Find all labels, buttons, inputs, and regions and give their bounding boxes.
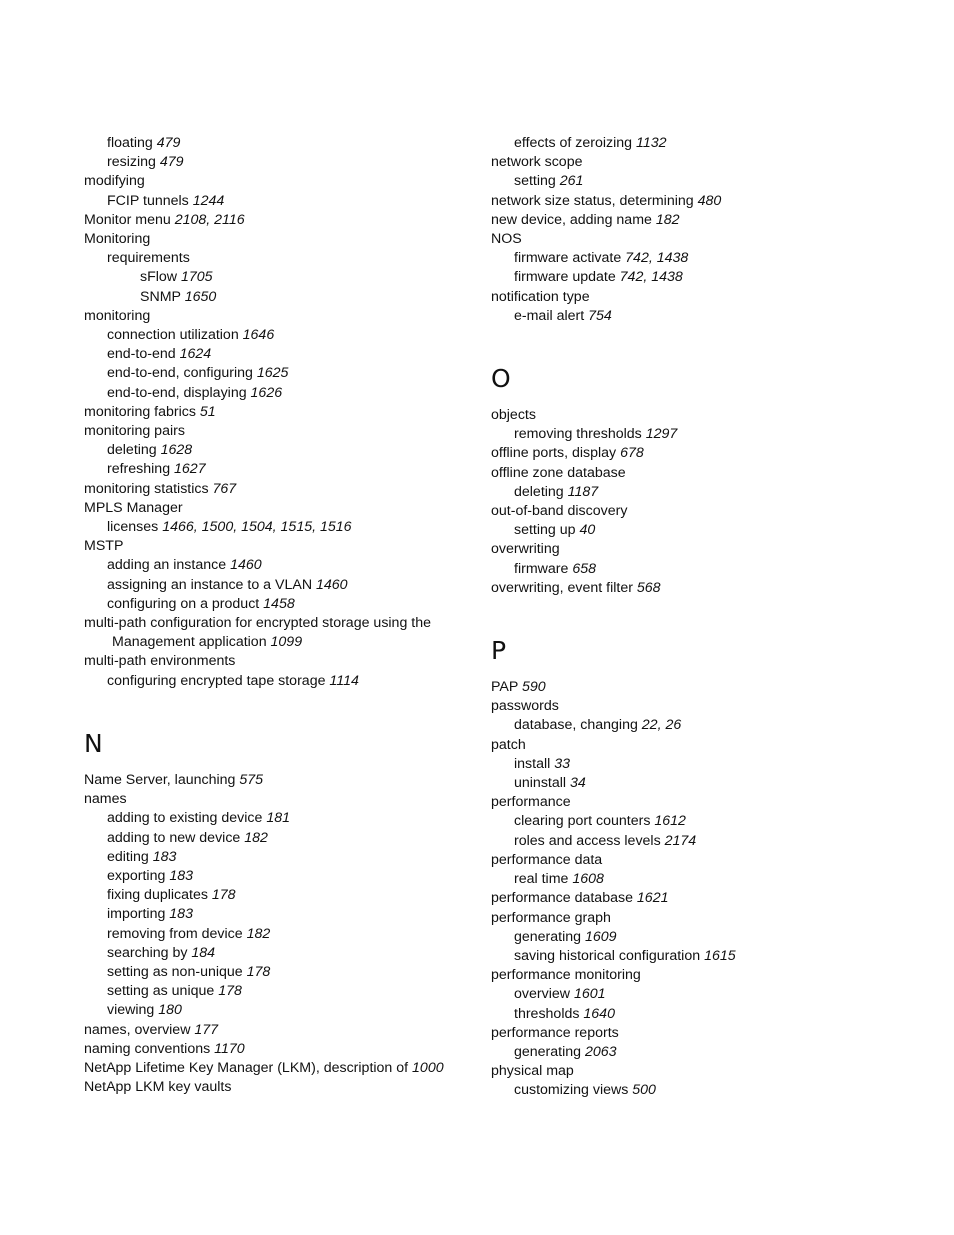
page-reference[interactable]: 2108, 2116 — [174, 211, 245, 228]
index-entry — [491, 502, 911, 521]
index-subentry — [84, 518, 474, 537]
index-entry — [84, 771, 474, 790]
index-subentry — [491, 268, 911, 287]
entry-term: network scope — [491, 154, 583, 171]
index-entry — [84, 652, 474, 671]
page-reference[interactable]: 1132 — [635, 135, 667, 151]
section-letter-p: P — [491, 636, 507, 666]
page-reference[interactable]: 1099 — [270, 634, 303, 651]
index-subentry — [84, 192, 474, 211]
page-reference[interactable]: 500 — [632, 1082, 656, 1099]
entry-term: network size status, determining — [491, 192, 698, 209]
page-reference[interactable]: 1466, 1500, 1504, 1515, 1516 — [162, 519, 352, 536]
index-entry — [491, 464, 911, 483]
page-reference[interactable]: 1601 — [573, 986, 606, 1003]
page-reference[interactable]: 1650 — [184, 288, 217, 305]
index-entry — [491, 851, 911, 870]
index-subentry — [84, 672, 474, 691]
entry-term: assigning an instance to a VLAN — [107, 576, 317, 593]
page-reference[interactable]: 1705 — [181, 269, 213, 286]
index-entry — [84, 614, 474, 633]
index-subentry — [491, 928, 911, 947]
page-reference[interactable]: 1621 — [636, 890, 669, 907]
entry-term: setting as unique — [107, 983, 219, 1000]
index-subentry — [84, 829, 474, 848]
index-entry — [491, 793, 911, 812]
index-entry — [84, 499, 474, 518]
index-subentry — [84, 1001, 474, 1020]
index-subentry — [84, 153, 474, 172]
entry-term: licenses — [107, 519, 163, 536]
page-reference[interactable]: 40 — [579, 522, 596, 539]
page-reference[interactable]: 678 — [620, 445, 644, 462]
entry-term: setting as non-unique — [107, 963, 247, 980]
index-subentry — [491, 716, 911, 735]
entry-term: connection utilization — [107, 327, 243, 344]
entry-term: setting up — [514, 522, 580, 539]
index-entry — [491, 153, 911, 172]
entry-term: fixing duplicates — [107, 887, 212, 904]
page-reference[interactable]: 1608 — [572, 871, 604, 888]
entry-term: Name Server, launching — [84, 771, 240, 788]
entry-term: end-to-end, displaying — [107, 384, 251, 401]
index-subentry — [491, 1081, 911, 1100]
page-reference[interactable]: 1612 — [654, 813, 686, 830]
entry-term: PAP — [491, 679, 523, 696]
index-subentry — [84, 905, 474, 924]
page-reference[interactable]: 479 — [156, 135, 181, 151]
index-subentry — [84, 944, 474, 963]
entry-term: overwriting — [491, 541, 560, 558]
entry-term: MSTP — [84, 538, 124, 555]
page-reference[interactable]: 1458 — [263, 595, 295, 612]
page-reference[interactable]: 1628 — [160, 442, 193, 459]
page-reference[interactable]: 34 — [570, 775, 586, 792]
page-reference[interactable]: 754 — [588, 307, 612, 324]
index-entry — [491, 288, 911, 307]
entry-term: patch — [491, 736, 526, 753]
entry-term: setting — [514, 173, 560, 190]
page-reference[interactable]: 181 — [266, 810, 290, 827]
page-reference[interactable]: 183 — [152, 848, 177, 865]
entry-term: roles and access levels — [514, 832, 665, 849]
entry-term: install — [514, 755, 555, 772]
index-entry — [84, 211, 474, 230]
entry-term: configuring on a product — [107, 595, 264, 612]
entry-term: effects of zeroizing — [514, 135, 636, 151]
page-reference[interactable]: 33 — [554, 755, 570, 772]
index-subentry — [491, 521, 911, 540]
entry-term: FCIP tunnels — [107, 192, 193, 209]
index-subentry — [84, 288, 474, 307]
index-entry — [84, 1059, 474, 1078]
entry-term: exporting — [107, 867, 170, 884]
entry-term: Monitor menu — [84, 211, 175, 228]
page-reference[interactable]: 2063 — [585, 1043, 617, 1060]
index-subentry — [84, 982, 474, 1001]
index-subentry — [84, 576, 474, 595]
index-subentry — [84, 595, 474, 614]
page-reference[interactable]: 1114 — [329, 672, 359, 689]
index-entry — [491, 1062, 911, 1081]
entry-term: firmware — [514, 560, 573, 577]
page-reference[interactable]: 183 — [169, 906, 193, 923]
entry-term: editing — [107, 848, 153, 865]
index-subentry — [491, 307, 911, 326]
index-entry — [84, 307, 474, 326]
page-reference[interactable]: 1460 — [316, 576, 348, 593]
index-subentry — [84, 809, 474, 828]
page-reference[interactable]: 183 — [169, 867, 193, 884]
page-reference[interactable]: 1625 — [256, 365, 289, 382]
page-reference[interactable]: 1000 — [412, 1059, 444, 1076]
index-column-right — [491, 134, 911, 1101]
entry-term: firmware update — [514, 269, 620, 286]
page-reference[interactable]: 1609 — [585, 928, 617, 945]
entry-term: configuring encrypted tape storage — [107, 672, 330, 689]
index-subentry — [491, 560, 911, 579]
section-letter-o: O — [491, 364, 511, 394]
section-letter-n: N — [84, 728, 103, 758]
entry-term: physical map — [491, 1063, 574, 1080]
entry-term: database, changing — [514, 717, 642, 734]
page-reference[interactable]: 1624 — [179, 346, 212, 363]
entry-term: generating — [514, 1043, 585, 1060]
index-subentry — [491, 947, 911, 966]
entry-term: uninstall — [514, 775, 570, 792]
index-entry — [491, 406, 911, 425]
index-entry — [84, 1040, 474, 1059]
entry-term: end-to-end, configuring — [107, 365, 257, 382]
entry-term: adding to existing device — [107, 810, 267, 827]
index-subentry — [491, 755, 911, 774]
page-reference[interactable]: 178 — [246, 963, 271, 980]
index-subentry — [84, 848, 474, 867]
entry-term: saving historical configuration — [514, 947, 705, 964]
index-entry — [491, 192, 911, 211]
index-subentry — [84, 441, 474, 460]
page-reference[interactable]: 261 — [559, 173, 584, 190]
entry-term: naming conventions — [84, 1040, 215, 1057]
index-subentry — [84, 134, 474, 153]
index-entry — [491, 736, 911, 755]
page-reference[interactable]: 1244 — [192, 192, 225, 209]
page-reference[interactable]: 1460 — [230, 557, 262, 574]
page-reference[interactable]: 51 — [199, 403, 216, 420]
page-reference[interactable]: 590 — [522, 679, 546, 696]
index-subentry — [491, 870, 911, 889]
index-entry — [84, 790, 474, 809]
page-reference[interactable]: 479 — [159, 154, 184, 171]
entry-term: deleting — [514, 483, 568, 500]
entry-term: modifying — [84, 173, 145, 190]
entry-term: viewing — [107, 1002, 159, 1019]
entry-term: notification type — [491, 288, 590, 305]
page-reference[interactable]: 480 — [697, 192, 722, 209]
page-reference[interactable]: 767 — [212, 480, 237, 497]
entry-term: out-of-band discovery — [491, 503, 628, 520]
index-entry — [84, 537, 474, 556]
index-subentry — [491, 134, 911, 153]
page-reference[interactable]: 180 — [158, 1002, 182, 1019]
entry-term: offline ports, display — [491, 445, 621, 462]
index-column-left — [84, 134, 474, 1097]
index-entry — [491, 1024, 911, 1043]
index-subentry — [84, 384, 474, 403]
index-entry — [84, 403, 474, 422]
index-entry — [84, 1021, 474, 1040]
entry-term: adding to new device — [107, 829, 245, 846]
entry-term: passwords — [491, 698, 559, 715]
entry-term: overview — [514, 986, 574, 1003]
index-subentry — [491, 172, 911, 191]
entry-term: floating — [107, 135, 157, 151]
index-subentry — [84, 326, 474, 345]
index-entry — [84, 422, 474, 441]
index-entry — [84, 1078, 474, 1097]
index-subentry — [84, 556, 474, 575]
entry-term: overwriting, event filter — [491, 579, 637, 596]
entry-term: multi-path configuration for encrypted storage using the — [84, 615, 432, 632]
entry-term: names, overview — [84, 1021, 195, 1038]
page-reference[interactable]: 184 — [191, 944, 216, 961]
index-entry — [491, 889, 911, 908]
entry-term: SNMP — [140, 288, 185, 305]
page-reference[interactable]: 575 — [239, 771, 264, 788]
page-reference[interactable]: 178 — [218, 983, 242, 1000]
index-subentry — [491, 812, 911, 831]
index-subentry — [491, 1005, 911, 1024]
entry-term: removing from device — [107, 925, 247, 942]
index-subentry — [84, 633, 474, 652]
entry-term: NOS — [491, 231, 522, 248]
page-reference[interactable]: 182 — [246, 925, 271, 942]
entry-term: monitoring pairs — [84, 423, 185, 440]
index-entry — [491, 211, 911, 230]
page-reference[interactable]: 742, 1438 — [625, 250, 689, 267]
entry-term: Monitoring — [84, 231, 151, 248]
index-subentry — [84, 963, 474, 982]
entry-term: searching by — [107, 944, 192, 961]
entry-term: NetApp Lifetime Key Manager (LKM), description of — [84, 1059, 413, 1076]
entry-term: end-to-end — [107, 346, 180, 363]
entry-term: requirements — [107, 250, 190, 267]
page-reference[interactable]: 1187 — [567, 483, 599, 500]
index-subentry — [491, 425, 911, 444]
page-reference[interactable]: 1297 — [645, 426, 678, 443]
index-entry — [491, 697, 911, 716]
index-entry — [491, 966, 911, 985]
entry-term: e-mail alert — [514, 307, 589, 324]
index-subentry — [491, 832, 911, 851]
page-reference[interactable]: 1615 — [704, 947, 736, 964]
entry-term: monitoring statistics — [84, 480, 213, 497]
index-subentry — [84, 925, 474, 944]
page-reference[interactable]: 658 — [572, 560, 597, 577]
index-entry — [491, 579, 911, 598]
entry-term: monitoring fabrics — [84, 403, 200, 420]
index-entry — [491, 678, 911, 697]
entry-term: performance — [491, 794, 571, 811]
index-entry — [84, 480, 474, 499]
entry-term: adding an instance — [107, 557, 231, 574]
page-reference[interactable]: 1627 — [174, 461, 206, 478]
index-subentry — [491, 774, 911, 793]
entry-term: performance reports — [491, 1024, 619, 1041]
entry-term: deleting — [107, 442, 161, 459]
entry-term: removing thresholds — [514, 426, 646, 443]
entry-term: real time — [514, 871, 573, 888]
page-reference[interactable]: 742, 1438 — [619, 269, 683, 286]
entry-term: offline zone database — [491, 464, 626, 481]
index-subentry — [491, 985, 911, 1004]
entry-term: monitoring — [84, 307, 151, 324]
entry-term: sFlow — [140, 269, 181, 286]
entry-term: performance database — [491, 890, 637, 907]
page-reference[interactable]: 568 — [636, 579, 661, 596]
index-entry — [491, 230, 911, 249]
page-reference[interactable]: 178 — [211, 887, 236, 904]
index-entry — [84, 230, 474, 249]
index-subentry — [84, 364, 474, 383]
entry-term: performance graph — [491, 909, 611, 926]
page-reference[interactable]: 1640 — [583, 1005, 615, 1022]
index-subentry — [84, 268, 474, 287]
page-reference[interactable]: 182 — [244, 829, 268, 846]
entry-term: multi-path environments — [84, 653, 236, 670]
index-subentry — [491, 1043, 911, 1062]
index-entry — [491, 909, 911, 928]
entry-term: thresholds — [514, 1005, 584, 1022]
entry-term: names — [84, 791, 127, 808]
index-subentry — [491, 249, 911, 268]
page-reference[interactable]: 1626 — [250, 384, 283, 401]
entry-term: importing — [107, 906, 170, 923]
entry-term: refreshing — [107, 461, 175, 478]
index-subentry — [84, 249, 474, 268]
index-subentry — [84, 345, 474, 364]
entry-term: performance data — [491, 851, 603, 868]
entry-term: objects — [491, 407, 536, 424]
entry-term: generating — [514, 928, 585, 945]
entry-term: NetApp LKM key vaults — [84, 1079, 232, 1096]
index-entry — [84, 172, 474, 191]
page-reference[interactable]: 22, 26 — [641, 717, 682, 734]
page-reference[interactable]: 182 — [655, 211, 680, 228]
page-reference[interactable]: 177 — [194, 1021, 219, 1038]
page-reference[interactable]: 1646 — [242, 327, 275, 344]
index-subentry — [491, 483, 911, 502]
page-reference[interactable]: 2174 — [664, 832, 697, 849]
page-reference[interactable]: 1170 — [214, 1040, 245, 1057]
entry-term: customizing views — [514, 1082, 633, 1099]
entry-term: Management application — [112, 634, 271, 651]
entry-term: new device, adding name — [491, 211, 656, 228]
index-entry — [491, 444, 911, 463]
index-subentry — [84, 867, 474, 886]
index-subentry — [84, 886, 474, 905]
index-entry — [491, 540, 911, 559]
entry-term: MPLS Manager — [84, 499, 183, 516]
index-subentry — [84, 460, 474, 479]
entry-term: firmware activate — [514, 250, 626, 267]
entry-term: resizing — [107, 154, 160, 171]
entry-term: clearing port counters — [514, 813, 655, 830]
entry-term: performance monitoring — [491, 967, 641, 984]
